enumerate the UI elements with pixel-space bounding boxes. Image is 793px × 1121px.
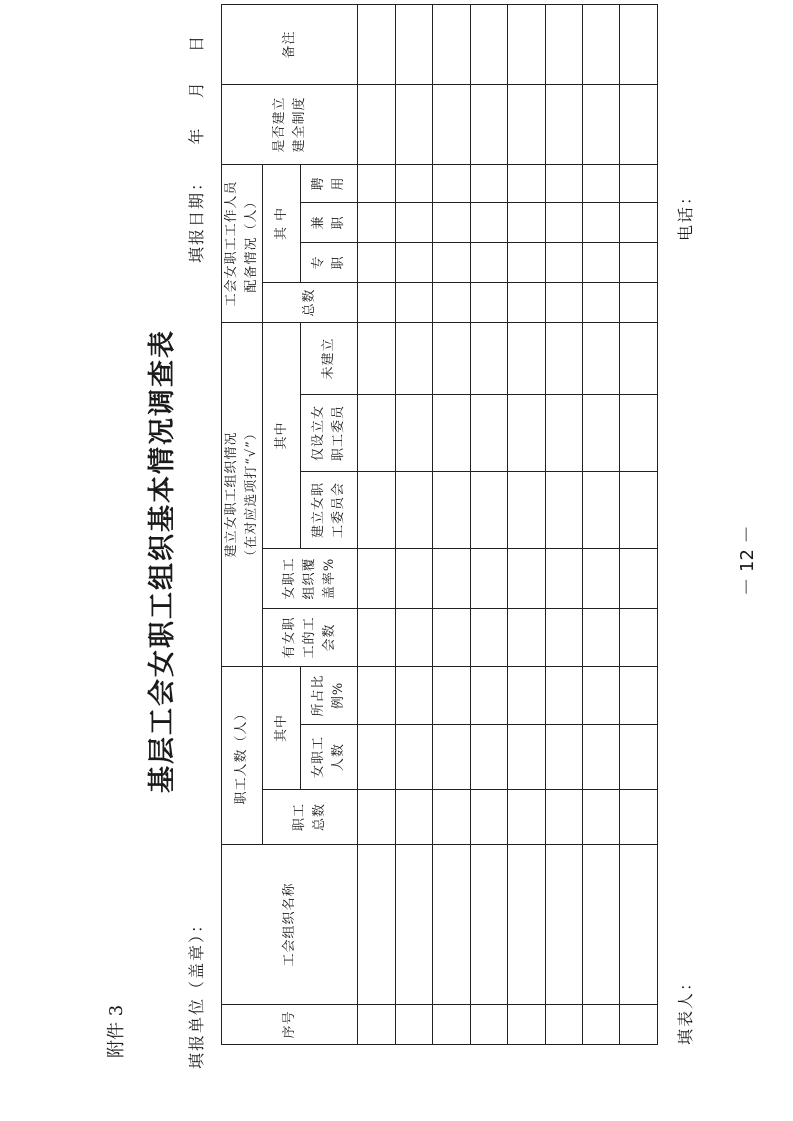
table-cell bbox=[545, 845, 582, 1005]
table-cell bbox=[545, 725, 582, 790]
table-cell bbox=[620, 84, 658, 164]
table-cell bbox=[433, 282, 470, 322]
table-cell bbox=[433, 84, 470, 164]
table-cell bbox=[395, 1005, 432, 1045]
table-cell bbox=[433, 394, 470, 471]
table-cell bbox=[358, 790, 395, 845]
table-cell bbox=[620, 394, 658, 471]
table-cell bbox=[508, 666, 545, 724]
table-cell bbox=[583, 725, 620, 790]
header-org-status: 建立女职工组织情况 （在对应选项打“√”） bbox=[222, 322, 263, 666]
table-row bbox=[620, 4, 658, 1044]
table-cell bbox=[358, 845, 395, 1005]
table-cell bbox=[470, 790, 507, 845]
table-cell bbox=[358, 548, 395, 608]
table-cell bbox=[395, 4, 432, 84]
table-cell bbox=[470, 1005, 507, 1045]
table-cell bbox=[583, 1005, 620, 1045]
header-org-name: 工会组织名称 bbox=[222, 845, 358, 1005]
table-cell bbox=[545, 608, 582, 666]
table-cell bbox=[470, 322, 507, 394]
filler-label: 填表人： bbox=[676, 972, 695, 1045]
table-cell bbox=[620, 164, 658, 202]
table-cell bbox=[583, 471, 620, 548]
table-cell bbox=[433, 4, 470, 84]
table-cell bbox=[395, 608, 432, 666]
table-cell bbox=[508, 242, 545, 282]
table-cell bbox=[433, 845, 470, 1005]
table-cell bbox=[620, 1005, 658, 1045]
header-staff-count: 职工人数（人） bbox=[222, 666, 263, 844]
header-system: 是否建立 建全制度 bbox=[222, 84, 358, 164]
table-cell bbox=[470, 394, 507, 471]
table-cell bbox=[508, 548, 545, 608]
table-cell bbox=[583, 164, 620, 202]
table-row bbox=[433, 4, 470, 1044]
table-cell bbox=[620, 4, 658, 84]
table-cell bbox=[583, 845, 620, 1005]
table-cell bbox=[583, 394, 620, 471]
page-number: － 12 － bbox=[737, 525, 758, 596]
header-of-which-2: 其中 bbox=[263, 322, 301, 548]
table-cell bbox=[508, 202, 545, 242]
table-cell bbox=[395, 84, 432, 164]
table-cell bbox=[545, 394, 582, 471]
table-cell bbox=[433, 322, 470, 394]
fill-unit-label: 填报单位（盖章）： bbox=[187, 914, 206, 1069]
header-parttime: 兼 职 bbox=[301, 202, 358, 242]
table-cell bbox=[545, 471, 582, 548]
table-cell bbox=[583, 202, 620, 242]
table-cell bbox=[620, 322, 658, 394]
table-cell bbox=[395, 202, 432, 242]
table-row bbox=[358, 4, 395, 1044]
table-cell bbox=[358, 725, 395, 790]
table-cell bbox=[395, 790, 432, 845]
table-cell bbox=[433, 608, 470, 666]
table-cell bbox=[470, 202, 507, 242]
header-remarks: 备注 bbox=[222, 4, 358, 84]
table-cell bbox=[583, 84, 620, 164]
table-cell bbox=[433, 1005, 470, 1045]
table-cell bbox=[358, 84, 395, 164]
table-cell bbox=[508, 790, 545, 845]
table-cell bbox=[545, 790, 582, 845]
header-fulltime: 专 职 bbox=[301, 242, 358, 282]
table-cell bbox=[545, 322, 582, 394]
table-row bbox=[508, 4, 545, 1044]
table-cell bbox=[545, 242, 582, 282]
header-staff-total: 职工 总数 bbox=[263, 790, 358, 845]
table-cell bbox=[545, 4, 582, 84]
table-cell bbox=[620, 548, 658, 608]
table-cell bbox=[395, 242, 432, 282]
table-cell bbox=[470, 725, 507, 790]
attachment-label: 附件 3 bbox=[106, 1004, 127, 1058]
table-cell bbox=[433, 790, 470, 845]
table-cell bbox=[583, 4, 620, 84]
page-title: 基层工会女职工组织基本情况调查表 bbox=[147, 329, 178, 793]
table-cell bbox=[508, 4, 545, 84]
table-cell bbox=[508, 845, 545, 1005]
table-cell bbox=[433, 725, 470, 790]
table-cell bbox=[395, 845, 432, 1005]
table-cell bbox=[358, 322, 395, 394]
table-cell bbox=[433, 242, 470, 282]
table-cell bbox=[395, 725, 432, 790]
table-row bbox=[545, 4, 582, 1044]
table-cell bbox=[358, 202, 395, 242]
table-cell bbox=[358, 608, 395, 666]
table-cell bbox=[358, 666, 395, 724]
survey-table bbox=[221, 4, 658, 1045]
table-cell bbox=[508, 1005, 545, 1045]
header-staffing-total: 总数 bbox=[263, 282, 358, 322]
table-cell bbox=[395, 548, 432, 608]
table-cell bbox=[433, 471, 470, 548]
table-cell bbox=[620, 282, 658, 322]
table-cell bbox=[358, 164, 395, 202]
table-cell bbox=[545, 164, 582, 202]
header-of-which-3: 其 中 bbox=[263, 164, 301, 282]
table-cell bbox=[470, 608, 507, 666]
table-cell bbox=[395, 471, 432, 548]
table-cell bbox=[545, 84, 582, 164]
table-cell bbox=[620, 608, 658, 666]
table-cell bbox=[545, 548, 582, 608]
table-cell bbox=[508, 322, 545, 394]
table-cell bbox=[620, 666, 658, 724]
table-cell bbox=[433, 548, 470, 608]
phone-label: 电话： bbox=[676, 186, 695, 241]
table-cell bbox=[358, 282, 395, 322]
table-cell bbox=[583, 282, 620, 322]
table-cell bbox=[545, 282, 582, 322]
table-cell bbox=[358, 242, 395, 282]
table-cell bbox=[583, 666, 620, 724]
table-cell bbox=[583, 790, 620, 845]
table-cell bbox=[470, 666, 507, 724]
header-committee: 建立女职 工委员会 bbox=[301, 471, 358, 548]
table-cell bbox=[508, 608, 545, 666]
table-cell bbox=[470, 845, 507, 1005]
table-cell bbox=[508, 471, 545, 548]
table-cell bbox=[508, 282, 545, 322]
header-seq: 序号 bbox=[222, 1005, 358, 1045]
table-cell bbox=[620, 242, 658, 282]
table-cell bbox=[470, 471, 507, 548]
table-cell bbox=[583, 322, 620, 394]
table-cell bbox=[508, 394, 545, 471]
table-cell bbox=[620, 471, 658, 548]
table-cell bbox=[583, 548, 620, 608]
header-ratio: 所占比 例% bbox=[301, 666, 358, 724]
table-cell bbox=[358, 1005, 395, 1045]
table-cell bbox=[470, 4, 507, 84]
table-cell bbox=[470, 282, 507, 322]
table-cell bbox=[470, 242, 507, 282]
table-cell bbox=[620, 845, 658, 1005]
table-cell bbox=[395, 164, 432, 202]
table-cell bbox=[470, 164, 507, 202]
table-cell bbox=[395, 282, 432, 322]
table-cell bbox=[433, 202, 470, 242]
table-row bbox=[583, 4, 620, 1044]
table-cell bbox=[395, 394, 432, 471]
table-cell bbox=[508, 725, 545, 790]
table-cell bbox=[620, 790, 658, 845]
table-cell bbox=[395, 666, 432, 724]
table-cell bbox=[583, 608, 620, 666]
table-cell bbox=[620, 725, 658, 790]
header-staffing: 工会女职工工作人员 配备情况（人） bbox=[222, 164, 263, 322]
table-cell bbox=[433, 164, 470, 202]
header-coverage: 女职工 组织覆 盖率% bbox=[263, 548, 358, 608]
table-cell bbox=[545, 202, 582, 242]
header-female-count: 女职工 人数 bbox=[301, 725, 358, 790]
header-not-established: 未建立 bbox=[301, 322, 358, 394]
header-member-only: 仅设立女 职工委员 bbox=[301, 394, 358, 471]
table-cell bbox=[545, 1005, 582, 1045]
table-cell bbox=[583, 242, 620, 282]
table-row bbox=[395, 4, 432, 1044]
table-cell bbox=[620, 202, 658, 242]
table-cell bbox=[358, 4, 395, 84]
header-hired: 聘 用 bbox=[301, 164, 358, 202]
table-cell bbox=[433, 666, 470, 724]
table-cell bbox=[508, 84, 545, 164]
table-cell bbox=[395, 322, 432, 394]
table-cell bbox=[358, 471, 395, 548]
header-unions-with-female: 有女职 工的工 会数 bbox=[263, 608, 358, 666]
table-row bbox=[470, 4, 507, 1044]
table-cell bbox=[508, 164, 545, 202]
table-cell bbox=[545, 666, 582, 724]
fill-date-label: 填报日期： 年 月 日 bbox=[187, 33, 206, 263]
table-cell bbox=[470, 548, 507, 608]
table-cell bbox=[470, 84, 507, 164]
header-of-which: 其中 bbox=[263, 666, 301, 789]
table-cell bbox=[358, 394, 395, 471]
